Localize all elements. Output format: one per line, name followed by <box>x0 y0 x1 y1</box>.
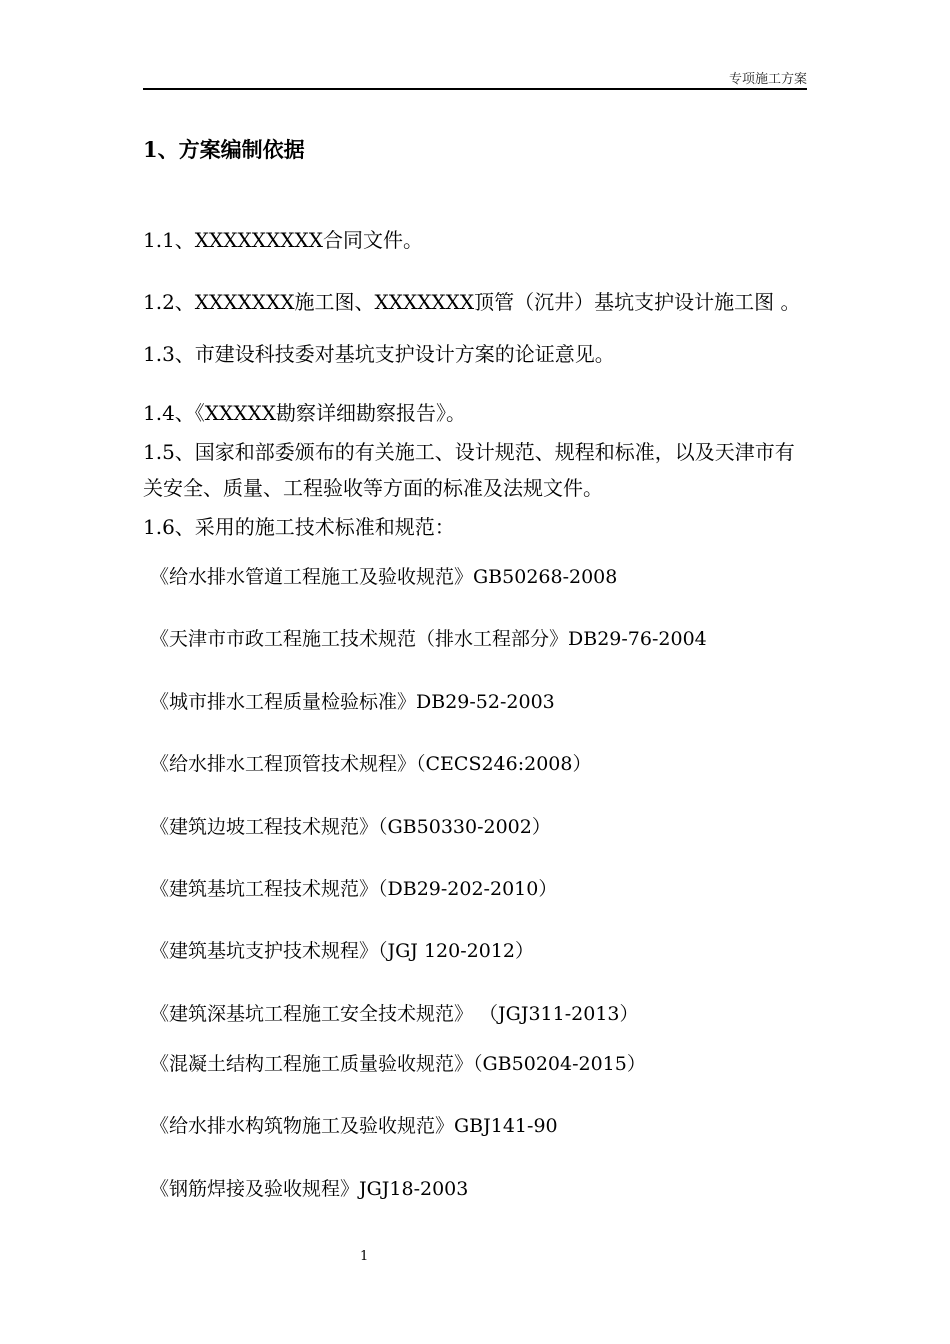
basis-item-1-5: 1.5、国家和部委颁布的有关施工、设计规范、规程和标准，以及天津市有关安全、质量、工程验收等方面的标准及法规文件。 <box>143 440 795 500</box>
standard-item: 《建筑基坑支护技术规程》（JGJ 120-2012） <box>150 940 534 962</box>
basis-item-1-6: 1.6、采用的施工技术标准和规范： <box>143 515 455 539</box>
standard-item: 《给水排水构筑物施工及验收规范》GBJ141-90 <box>150 1115 558 1137</box>
standard-item: 《建筑深基坑工程施工安全技术规范》 （JGJ311-2013） <box>150 1003 639 1025</box>
basis-item-1-1: 1.1、XXXXXXXXX合同文件。 <box>143 228 423 252</box>
basis-item-1-2: 1.2、XXXXXXX施工图、XXXXXXX顶管（沉井）基坑支护设计施工图 。 <box>143 290 801 314</box>
section-heading: 1、方案编制依据 <box>143 137 305 162</box>
standard-item: 《建筑基坑工程技术规范》（DB29-202-2010） <box>150 878 558 900</box>
standard-item: 《天津市市政工程施工技术规范（排水工程部分》DB29-76-2004 <box>150 628 707 650</box>
standard-item: 《建筑边坡工程技术规范》（GB50330-2002） <box>150 816 551 838</box>
standard-item: 《给水排水工程顶管技术规程》（CECS246:2008） <box>150 753 592 775</box>
basis-item-1-4: 1.4、《XXXXX勘察详细勘察报告》。 <box>143 401 466 425</box>
standard-item: 《混凝土结构工程施工质量验收规范》（GB50204-2015） <box>150 1053 646 1075</box>
header-divider <box>143 88 807 90</box>
basis-item-1-3: 1.3、市建设科技委对基坑支护设计方案的论证意见。 <box>143 342 615 366</box>
standard-item: 《钢筋焊接及验收规程》JGJ18-2003 <box>150 1178 469 1200</box>
header-title: 专项施工方案 <box>728 72 807 87</box>
page-number: 1 <box>360 1249 369 1264</box>
standard-item: 《城市排水工程质量检验标准》DB29-52-2003 <box>150 691 555 713</box>
standard-item: 《给水排水管道工程施工及验收规范》GB50268-2008 <box>150 566 618 588</box>
